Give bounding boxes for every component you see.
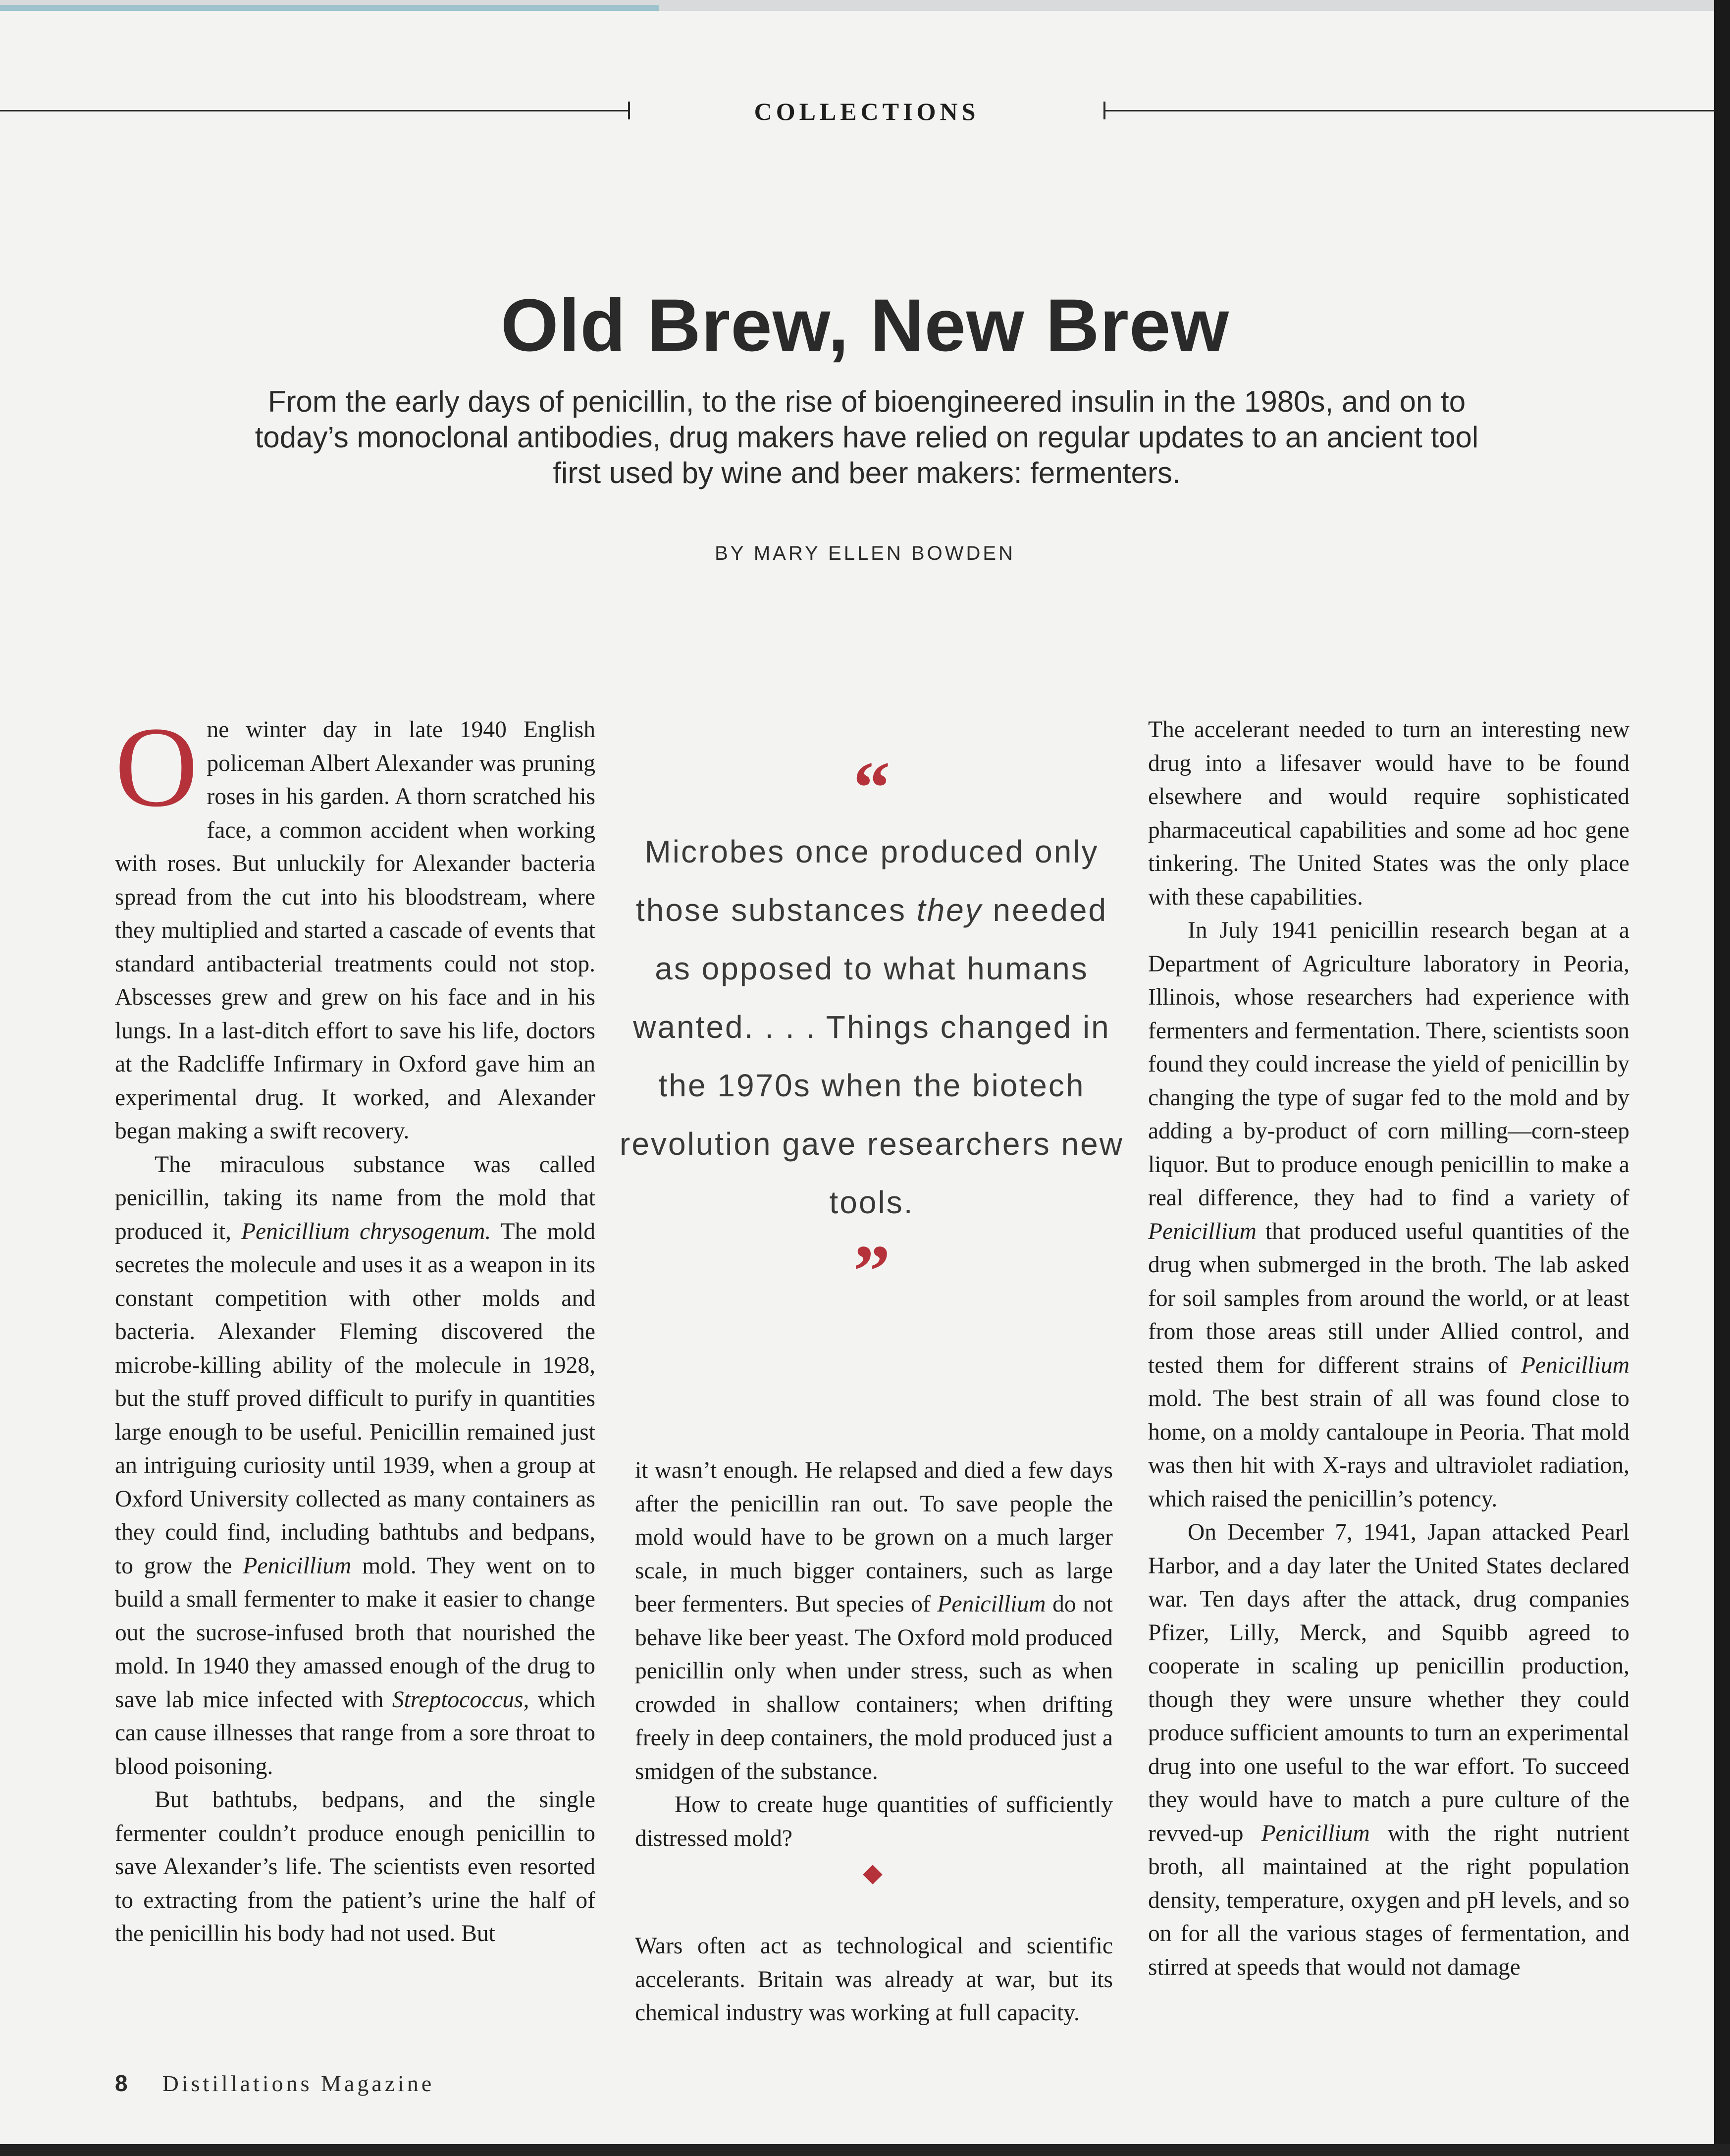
paragraph bbox=[115, 703, 595, 1148]
article-title: Old Brew, New Brew bbox=[500, 283, 1230, 367]
italic-term: Penicillium bbox=[1261, 1820, 1370, 1846]
paragraph bbox=[1148, 1516, 1629, 1984]
section-rule-left-cap bbox=[628, 102, 630, 119]
italic-term: Penicillium bbox=[243, 1553, 352, 1579]
paragraph: But bathtubs, bedpans, and the single fermenter couldn’t produce enough penicillin to save Alexander’s life. The scientists even resorted to extracting from the patient’s urine the half of the penicillin his body had not used. But bbox=[115, 1787, 595, 1946]
paragraph-text: mold. They went on to build a small fermenter to make it easier to change out the sucrose-infused broth that nourished the mold. In 1940 they amassed enough of the drug to save lab mice infected with bbox=[115, 1553, 595, 1713]
italic-term: Penicillium chrysogenum. bbox=[241, 1218, 491, 1244]
body-column-1 bbox=[115, 703, 595, 1951]
page-bottom-edge bbox=[0, 2144, 1730, 2156]
paragraph: Wars often act as technological and scientific accelerants. Britain was already at war, but its chemical industry was working at full capacity. bbox=[635, 1933, 1113, 2026]
paragraph-text: that produced useful quantities of the drug when submerged in the broth. The lab asked for soil samples from around the world, or at least from those areas still under Allied control, and tested them for different strains of bbox=[1148, 1218, 1629, 1378]
publication-name: Distillations Magazine bbox=[162, 2071, 435, 2096]
top-edge-accent bbox=[0, 5, 659, 11]
paragraph bbox=[1148, 914, 1629, 1516]
byline: BY MARY ELLEN BOWDEN bbox=[715, 542, 1015, 564]
section-label: COLLECTIONS bbox=[754, 98, 980, 125]
paragraph bbox=[635, 1454, 1113, 1788]
body-column-2 bbox=[635, 1454, 1113, 2030]
pull-quote-segment: needed as opposed to what humans wanted. . . . Things changed in the 1970s when the biotech revolution gave researchers new tools. bbox=[620, 892, 1124, 1220]
section-rule-left bbox=[0, 110, 629, 111]
drop-cap: O bbox=[115, 703, 198, 831]
paragraph-text: ne winter day in late 1940 English policeman Albert Alexander was pruning roses in his garden. A thorn scratched his face, a common accident when working with roses. But unluckily for Alexander bacteria spread from the cut into his bloodstream, where they multiplied and started a cascade of events that standard antibacterial treatments could not stop. Abscesses grew and grew on his face and in his lungs. In a last-ditch effort to save his life, doctors at the Radcliffe Infirmary in Oxford gave him an experimental drug. It worked, and Alexander began making a swift recovery. bbox=[115, 717, 595, 1144]
paragraph-text: On December 7, 1941, Japan attacked Pearl Harbor, and a day later the United States declared war. Ten days after the attack, drug companies Pfizer, Lilly, Merck, and Squibb agreed to cooperate in scaling up penicillin production, though they were unsure whether they could produce sufficient amounts to turn an experimental drug into one useful to the war effort. To succeed they would have to match a pure culture of the revved-up bbox=[1148, 1519, 1629, 1846]
paragraph: The accelerant needed to turn an interesting new drug into a lifesaver would have to be found elsewhere and would require sophisticated pharmaceutical capabilities and some ad hoc gene tinkering. The United States was the only place with these capabilities. bbox=[1148, 717, 1629, 910]
paragraph-text: The mold secretes the molecule and uses it as a weapon in its constant competition with other molds and bacteria. Alexander Fleming discovered the microbe-killing ability of the molecule in 1928, but the stuff proved difficult to purify in quantities large enough to be useful. Penicillin remained just an intriguing curiosity until 1939, when a group at Oxford University collected as many containers as they could find, including bathtubs and bedpans, to grow the bbox=[115, 1218, 595, 1579]
italic-term: Streptococcus, bbox=[392, 1686, 529, 1713]
paragraph-text: The miraculous substance was called penicillin, taking its name from the mold that produced it, bbox=[115, 1151, 595, 1244]
paragraph-text: which can cause illnesses that range from a sore throat to blood poisoning. bbox=[115, 1686, 595, 1779]
paragraph-text: mold. The best strain of all was found close to home, on a moldy cantaloupe in Peoria. That mold was then hit with X-rays and ultraviolet radiation, which raised the penicillin’s potency. bbox=[1148, 1386, 1629, 1512]
paragraph-text: do not behave like beer yeast. The Oxford mold produced penicillin only when under stress, such as when crowded in shallow containers; when drifting freely in deep containers, the mold produced just a smidgen of the substance. bbox=[635, 1591, 1113, 1784]
pull-quote-text bbox=[619, 822, 1124, 1232]
paragraph-text: In July 1941 penicillin research began at a Department of Agriculture laboratory in Peoria, Illinois, whose researchers had experience with fermenters and fermentation. There, scientists soon found they could increase the yield of penicillin by changing the type of sugar fed to the mold and by adding a by-product of corn milling—corn-steep liquor. But to produce enough penicillin to make a real difference, they had to find a variety of bbox=[1148, 917, 1629, 1211]
page-top-edge bbox=[0, 0, 1730, 11]
pull-quote-emphasis: they bbox=[916, 892, 983, 928]
pull-quote bbox=[619, 747, 1124, 1312]
section-rule-right bbox=[1105, 110, 1715, 111]
italic-term: Penicillium bbox=[937, 1591, 1046, 1617]
paragraph-text: it wasn’t enough. He relapsed and died a few days after the penicillin ran out. To save people the mold would have to be grown on a much larger scale, in much bigger containers, such as large beer fermenters. But species of bbox=[635, 1457, 1113, 1617]
italic-term: Penicillium bbox=[1521, 1352, 1629, 1378]
open-quote-mark: “ bbox=[853, 747, 891, 829]
pull-quote-segment: Microbes once produced only those substances bbox=[635, 834, 1099, 928]
paragraph bbox=[115, 1148, 595, 1784]
paragraph: How to create huge quantities of sufficiently distressed mold? bbox=[635, 1792, 1113, 1851]
paragraph-text: with the right nutrient broth, all maintained at the right population density, temperature, oxygen and pH levels, and so on for all the various stages of fermentation, and stirred at speeds that would not damage bbox=[1148, 1820, 1629, 1980]
article-deck: From the early days of penicillin, to the rise of bioengineered insulin in the 1980s, and on to today’s monoclonal antibodies, drug makers have relied on regular updates to an ancient tool first used by wine and beer makers: fermenters. bbox=[255, 385, 1479, 489]
italic-term: Penicillium bbox=[1148, 1218, 1257, 1244]
page-footer bbox=[115, 2070, 434, 2097]
page-number: 8 bbox=[115, 2070, 128, 2096]
body-column-3 bbox=[1148, 713, 1629, 1984]
close-quote-mark: ” bbox=[853, 1230, 891, 1312]
